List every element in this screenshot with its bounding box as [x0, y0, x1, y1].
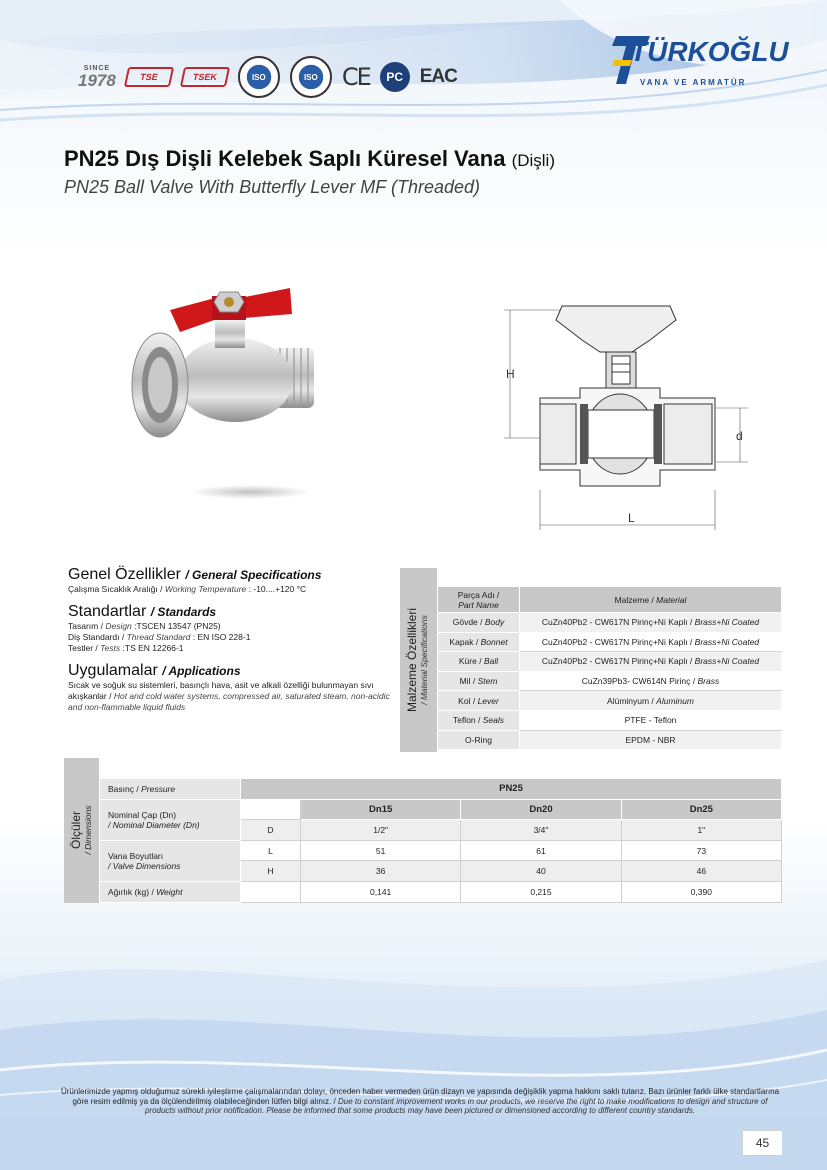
dimensions-table	[64, 758, 782, 903]
size-dn25: Dn25	[621, 799, 781, 820]
thread-standard-line	[68, 632, 398, 643]
weight-row	[100, 881, 782, 902]
part-en: Lever	[477, 695, 499, 706]
empty-cell	[241, 799, 301, 820]
standards-title-en: / Standards	[150, 605, 217, 619]
applications-en: Hot and cold water systems, compressed air, saturated steam, non-acidic and non-flammable liquid fluids	[68, 691, 390, 712]
std2-en: Thread Standard	[126, 632, 191, 642]
material-specifications-table	[400, 568, 782, 752]
weight-en: Weight	[156, 886, 183, 897]
ball-valve-product-image	[120, 270, 340, 520]
table-row	[438, 652, 782, 672]
weight-value: 0,390	[621, 881, 781, 902]
dimensions-side-en: / Dimensions	[83, 805, 93, 855]
pressure-en: Pressure	[141, 783, 176, 794]
material-header-row	[438, 587, 782, 613]
material-value: CuZn40Pb2 - CW617N Pirinç+Ni Kaplı /	[541, 656, 693, 667]
table-row	[438, 671, 782, 691]
general-spec-title	[68, 566, 398, 584]
part-tr: Teflon /	[452, 715, 481, 726]
since-label: SINCE	[83, 65, 111, 72]
material-value: Alüminyum /	[607, 695, 654, 706]
logo-tagline: VANA VE ARMATÜR	[640, 78, 747, 87]
temp-value: : -10....+120 °C	[248, 584, 307, 594]
design-standard-line	[68, 621, 398, 632]
size-dn20: Dn20	[461, 799, 621, 820]
mat-header-tr: Malzeme /	[614, 594, 654, 605]
temp-label-tr: Çalışma Sıcaklık Aralığı /	[68, 584, 163, 594]
part-en: Stem	[477, 676, 498, 687]
material-value: CuZn40Pb2 - CW617N Pirinç+Ni Kaplı /	[541, 617, 693, 628]
applications-title	[68, 662, 398, 680]
pressure-tr: Basınç /	[108, 783, 139, 794]
tests-standard-line	[68, 643, 398, 654]
title-main-text: PN25 Dış Dişli Kelebek Saplı Küresel Vana	[64, 146, 506, 171]
mat-header-en: Material	[656, 594, 687, 605]
std3-value: :TS EN 12266-1	[122, 643, 184, 653]
l-row	[100, 840, 782, 861]
d-value: 1"	[621, 820, 781, 841]
dimensions-side-tr: Ölçüler	[69, 810, 83, 850]
part-header-tr: Parça Adı /	[457, 589, 500, 600]
material-value-en: Brass	[697, 676, 720, 687]
weight-value: 0,215	[461, 881, 621, 902]
material-value-en: Brass+Ni Coated	[694, 617, 760, 628]
dimensions-side-label	[64, 758, 99, 903]
material-value-en: Brass+Ni Coated	[694, 636, 760, 647]
tse-logo	[124, 67, 174, 87]
part-en: Body	[484, 617, 505, 628]
dimension-l-label: L	[628, 511, 635, 525]
l-value: 51	[301, 840, 461, 861]
weight-tr: Ağırlık (kg) /	[108, 886, 154, 897]
nominal-size-row	[100, 799, 782, 820]
nominal-diameter-label	[100, 799, 241, 840]
gost-text: PC	[386, 70, 404, 84]
part-name-header	[438, 587, 520, 613]
ce-text: CE	[341, 63, 370, 91]
h-value: 46	[621, 861, 781, 882]
since-badge	[78, 65, 116, 89]
general-title-en: / General Specifications	[185, 568, 322, 582]
standards-title-tr: Standartlar	[68, 603, 147, 620]
applications-title-tr: Uygulamalar	[68, 662, 158, 679]
l-value: 73	[621, 840, 781, 861]
pressure-label	[100, 779, 241, 800]
pressure-row	[100, 779, 782, 800]
working-temperature-line	[68, 584, 398, 595]
temp-label-en: Working Temperature	[164, 584, 247, 594]
table-row	[438, 632, 782, 652]
part-tr: Gövde /	[452, 617, 483, 628]
nominal-tr: Nominal Çap (Dn)	[108, 809, 177, 820]
eac-mark-icon	[420, 66, 457, 88]
gost-r-icon	[380, 62, 410, 92]
std1-tr: Tasarım /	[68, 621, 103, 631]
ce-mark-icon	[342, 63, 370, 91]
nominal-en: / Nominal Diameter (Dn)	[108, 819, 200, 830]
iso-certified-seal-icon	[290, 56, 332, 98]
part-tr: Kapak /	[449, 636, 479, 647]
part-header-en: Part Name	[458, 599, 499, 610]
tsek-text: TSEK	[191, 72, 218, 82]
footer-wave-background	[0, 920, 827, 1170]
part-en: Ball	[483, 656, 499, 667]
part-tr: Kol /	[458, 695, 476, 706]
footer-disclaimer	[60, 1087, 780, 1116]
title-suffix: (Dişli)	[511, 151, 555, 170]
general-title-tr: Genel Özellikler	[68, 566, 181, 583]
h-label: H	[241, 861, 301, 882]
valve-technical-drawing	[500, 300, 760, 535]
h-value: 36	[301, 861, 461, 882]
applications-text	[68, 680, 398, 713]
certification-strip	[78, 56, 457, 98]
disclaimer-en: Due to constant improvement works in our products, we reserve the right to make modifications to design and structure of products without prior notification. Please be informed that some products may have been pictured or dimensioned according to different country standards.	[144, 1096, 768, 1115]
material-value: EPDM - NBR	[625, 734, 676, 745]
table-row	[438, 710, 782, 730]
brand-logo	[612, 30, 792, 100]
std2-value: : EN ISO 228-1	[192, 632, 251, 642]
h-value: 40	[461, 861, 621, 882]
l-value: 61	[461, 840, 621, 861]
valve-dimensions-label	[100, 840, 241, 881]
tse-text: TSE	[138, 72, 159, 82]
d-value: 1/2"	[301, 820, 461, 841]
valve-en: / Valve Dimensions	[108, 860, 181, 871]
std1-value: :TSCEN 13547 (PN25)	[134, 621, 221, 631]
since-year: 1978	[78, 71, 116, 90]
material-side-label	[400, 568, 437, 752]
applications-tr: Sıcak ve soğuk su sistemleri, basınçlı hava, asit ve alkali özelliği bulunmayan sıvı akışkanlar /	[68, 680, 374, 701]
weight-label	[100, 881, 241, 902]
weight-value: 0,141	[301, 881, 461, 902]
pressure-value: PN25	[241, 779, 782, 800]
dimension-d-label: d	[736, 429, 743, 443]
material-value-en: Aluminum	[656, 695, 694, 706]
std3-en: Tests	[100, 643, 121, 653]
table-row	[438, 613, 782, 633]
dimension-h-label: H	[506, 367, 515, 381]
table-row	[438, 730, 782, 750]
part-en: Bonnet	[480, 636, 508, 647]
iso-certified-seal-icon	[238, 56, 280, 98]
valve-tr: Vana Boyutları	[108, 850, 164, 861]
logo-name: TÜRKOĞLU	[630, 36, 789, 67]
l-label: L	[241, 840, 301, 861]
standards-title	[68, 603, 398, 621]
d-value: 3/4"	[461, 820, 621, 841]
empty-cell	[241, 881, 301, 902]
size-dn15: Dn15	[301, 799, 461, 820]
specifications-section	[68, 566, 398, 713]
part-tr: O-Ring	[465, 734, 492, 745]
std3-tr: Testler /	[68, 643, 98, 653]
iso-text-2: ISO	[303, 72, 318, 82]
material-side-tr: Malzeme Özellikleri	[405, 607, 419, 713]
part-tr: Küre /	[458, 656, 482, 667]
part-tr: Mil /	[459, 676, 476, 687]
part-en: Seals	[482, 715, 505, 726]
tsek-logo	[180, 67, 230, 87]
page-number: 45	[742, 1130, 782, 1156]
std1-en: Design	[105, 621, 132, 631]
page-title	[64, 146, 555, 172]
disclaimer-tr: Ürünlerimizde yapmış olduğumuz sürekli iyileştirme çalışmalarından dolayı, önceden haber vermeden ürün dizayn ve yapısında değişiklik yapma hakkını saklı tutarız. Bazı ürünler farklı ülke standartlarına göre resim edilmiş ya da ölçülendirilmiş olabileceğinden lütfen bilgi alınız. /	[60, 1087, 780, 1106]
page-title-english: PN25 Ball Valve With Butterfly Lever MF (Threaded)	[64, 177, 481, 197]
material-value: CuZn40Pb2 - CW617N Pirinç+Ni Kaplı /	[541, 636, 693, 647]
material-value: PTFE - Teflon	[624, 715, 677, 726]
eac-text: EAC	[419, 66, 457, 87]
material-header	[520, 587, 782, 613]
std2-tr: Diş Standardı /	[68, 632, 125, 642]
material-value: CuZn39Pb3- CW614N Pirinç /	[581, 676, 696, 687]
material-side-en: / Material Specifications	[419, 615, 429, 705]
d-label: D	[241, 820, 301, 841]
table-row	[438, 691, 782, 711]
applications-title-en: / Applications	[162, 664, 241, 678]
material-value-en: Brass+Ni Coated	[694, 656, 760, 667]
iso-text-1: ISO	[251, 72, 266, 82]
